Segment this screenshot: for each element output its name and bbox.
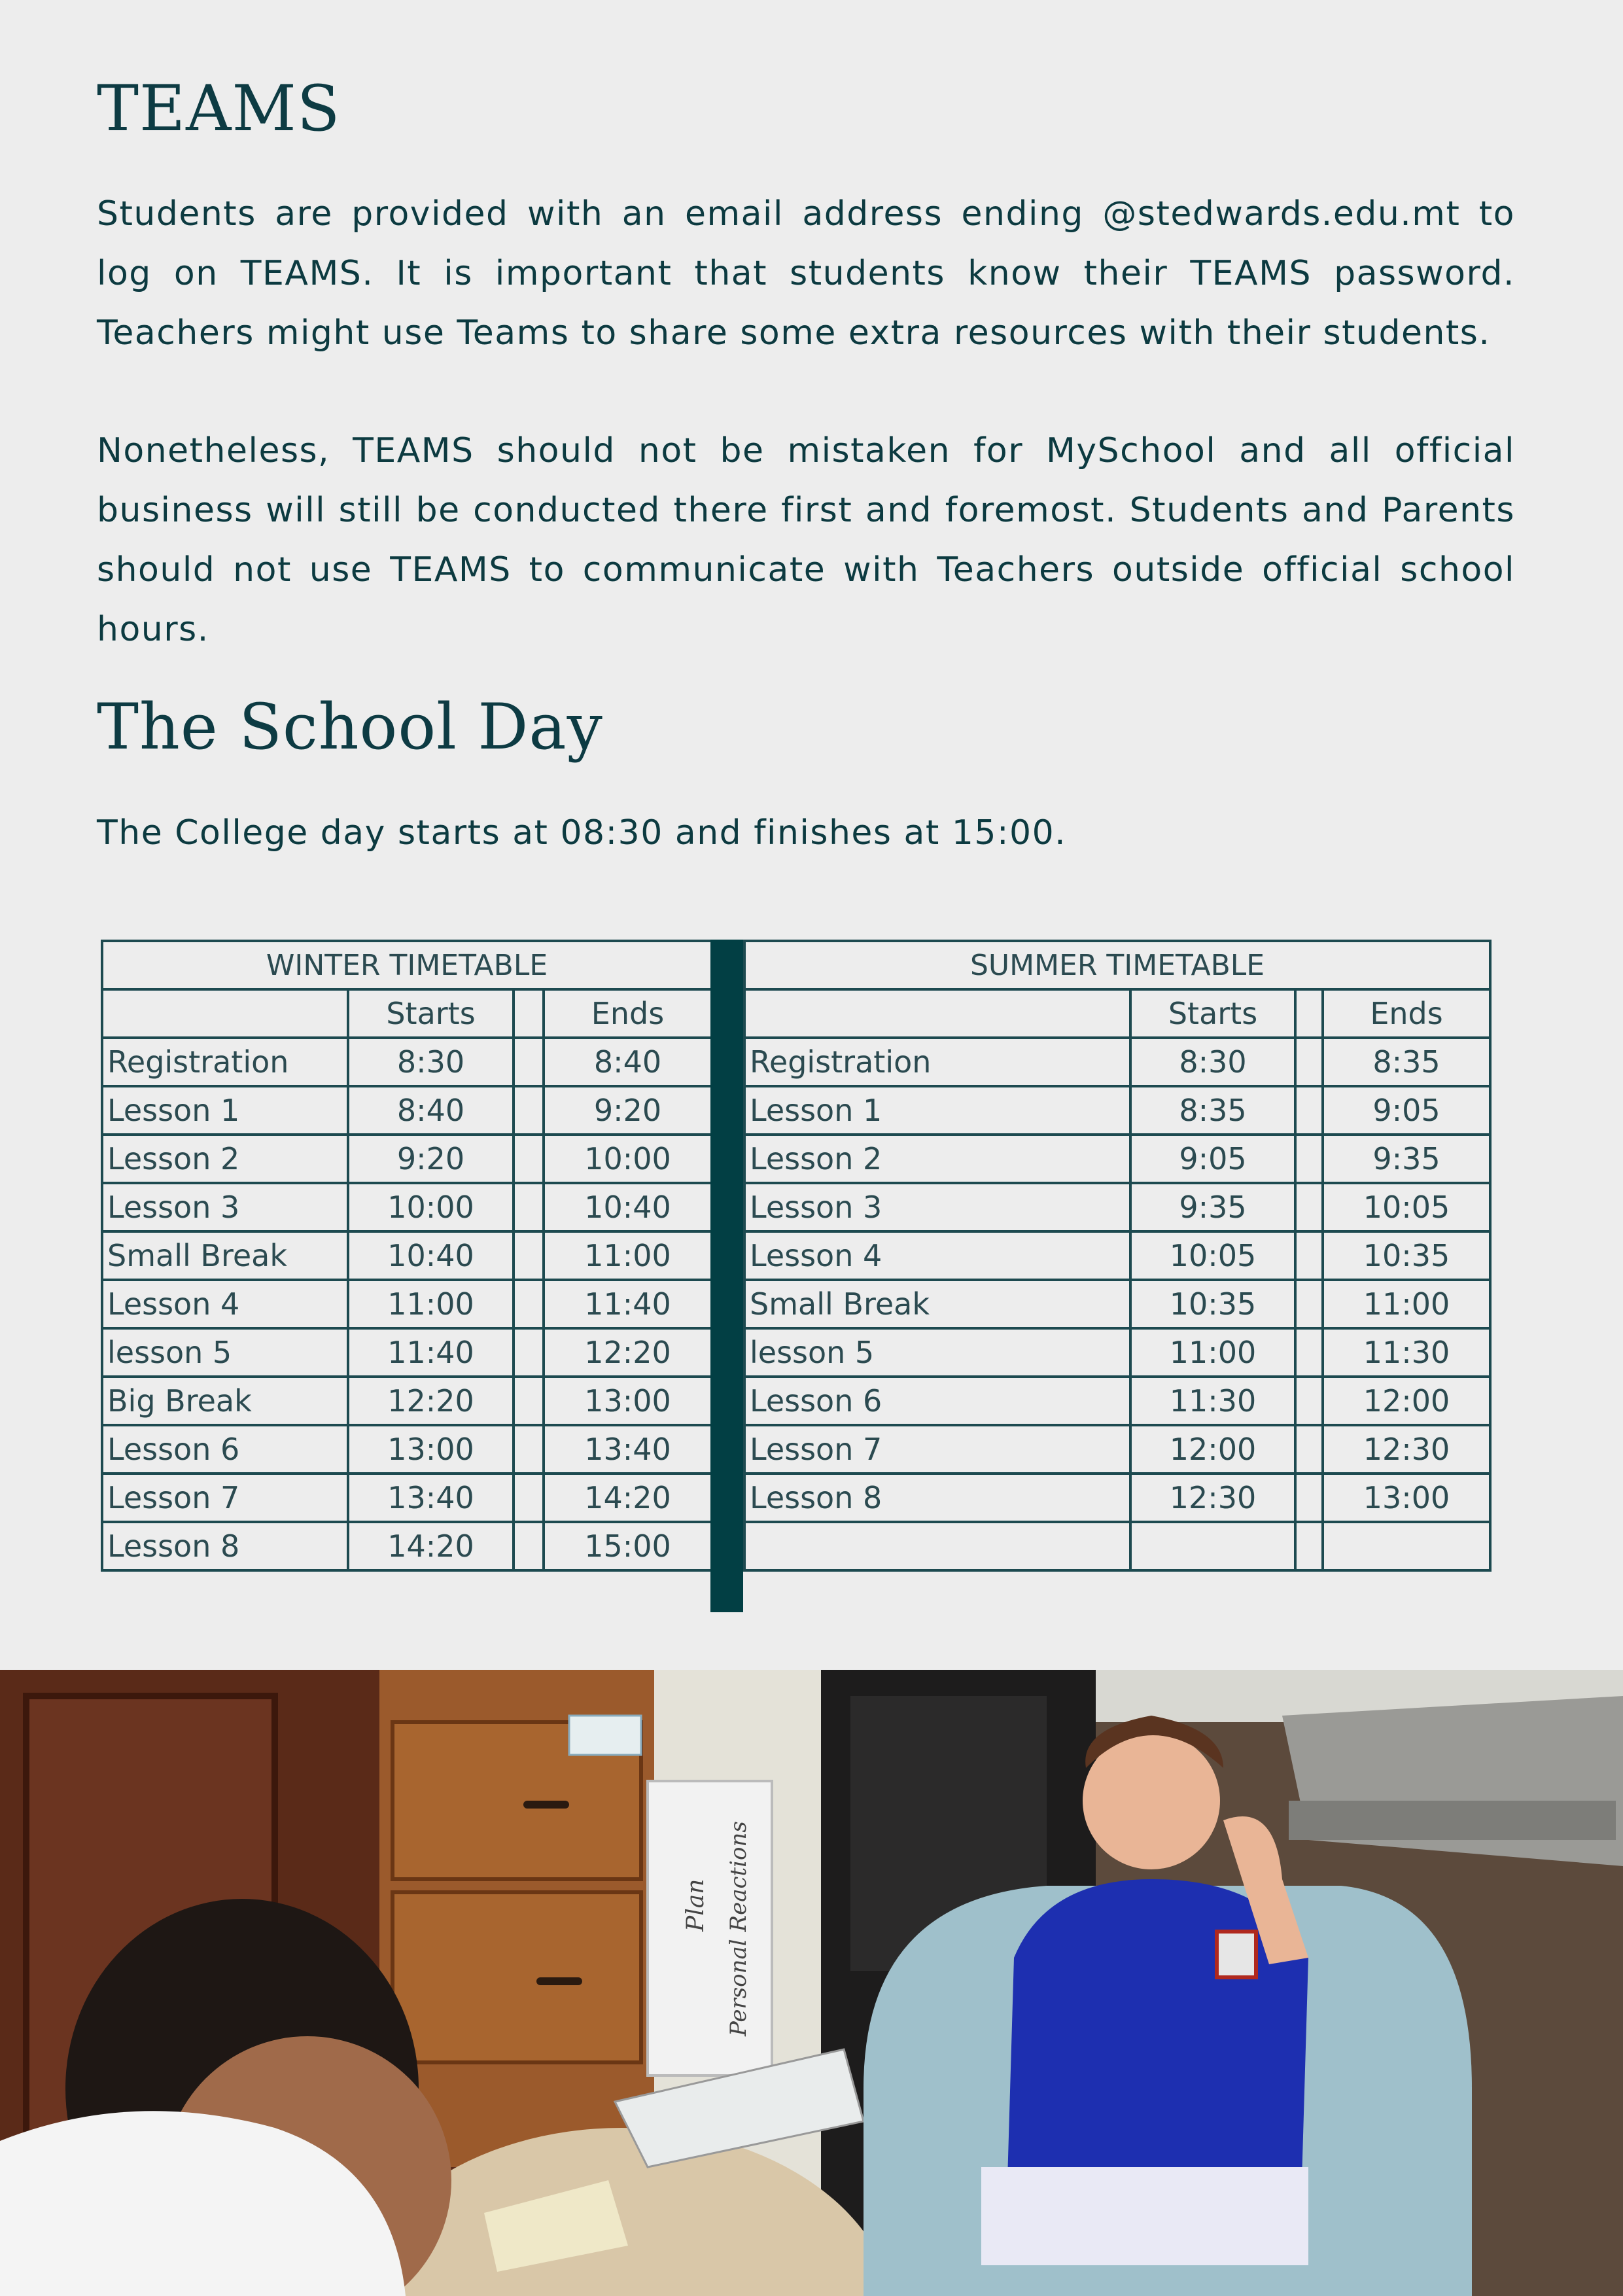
winter-start-time: 13:00 xyxy=(348,1425,514,1474)
desk xyxy=(1282,1696,1623,1866)
winter-end-time: 9:20 xyxy=(544,1086,712,1135)
winter-period-name: Registration xyxy=(102,1038,348,1086)
winter-period-name: Lesson 3 xyxy=(102,1183,348,1231)
winter-spacer-cell xyxy=(514,1086,544,1135)
winter-spacer-cell xyxy=(514,1474,544,1522)
summer-spacer-cell xyxy=(1295,1135,1323,1183)
summer-period-name: Lesson 2 xyxy=(744,1135,1130,1183)
summer-period-name: Small Break xyxy=(744,1280,1130,1328)
summer-period-name xyxy=(744,1522,1130,1570)
summer-row xyxy=(744,1135,1490,1183)
winter-row xyxy=(102,1086,712,1135)
poster-text-reactions: Personal Reactions xyxy=(725,1821,752,2036)
winter-end-time: 14:20 xyxy=(544,1474,712,1522)
winter-row xyxy=(102,1280,712,1328)
winter-period-name: Lesson 8 xyxy=(102,1522,348,1570)
summer-end-time: 9:35 xyxy=(1323,1135,1490,1183)
winter-period-name: Big Break xyxy=(102,1377,348,1425)
summer-spacer-cell xyxy=(1295,1086,1323,1135)
students-photo xyxy=(0,1670,1623,2296)
summer-end-time: 8:35 xyxy=(1323,1038,1490,1086)
winter-spacer-header xyxy=(514,989,544,1038)
winter-row xyxy=(102,1377,712,1425)
winter-end-time: 13:00 xyxy=(544,1377,712,1425)
winter-spacer-cell xyxy=(514,1135,544,1183)
winter-start-time: 11:00 xyxy=(348,1280,514,1328)
teams-paragraph-2: Nonetheless, TEAMS should not be mistaken for MySchool and all official business will still be conducted there first and foremost. Students and Parents should not use TEAMS to communicate with Teachers outside official school hours. xyxy=(97,431,1515,649)
winter-start-time: 10:00 xyxy=(348,1183,514,1231)
summer-spacer-cell xyxy=(1295,1522,1323,1570)
summer-period-name: Lesson 6 xyxy=(744,1377,1130,1425)
winter-period-name: Lesson 1 xyxy=(102,1086,348,1135)
winter-row xyxy=(102,1328,712,1377)
winter-header-blank xyxy=(102,989,348,1038)
poster-text-plan: Plan xyxy=(682,1879,709,1932)
summer-spacer-header xyxy=(1295,989,1323,1038)
winter-period-name: Lesson 7 xyxy=(102,1474,348,1522)
teams-paragraph-1: Students are provided with an email address ending @stedwards.edu.mt to log on TEAMS. It is important that students know their TEAMS password. Teachers might use Teams to share some extra resources with their students. xyxy=(97,194,1515,353)
winter-period-name: Lesson 4 xyxy=(102,1280,348,1328)
winter-spacer-cell xyxy=(514,1231,544,1280)
winter-start-time: 14:20 xyxy=(348,1522,514,1570)
winter-end-time: 13:40 xyxy=(544,1425,712,1474)
summer-end-time: 9:05 xyxy=(1323,1086,1490,1135)
summer-start-time: 11:30 xyxy=(1130,1377,1295,1425)
winter-end-time: 8:40 xyxy=(544,1038,712,1086)
winter-start-time: 8:30 xyxy=(348,1038,514,1086)
summer-start-time: 9:05 xyxy=(1130,1135,1295,1183)
winter-row xyxy=(102,1522,712,1570)
summer-spacer-cell xyxy=(1295,1231,1323,1280)
winter-period-name: Lesson 6 xyxy=(102,1425,348,1474)
winter-row xyxy=(102,1474,712,1522)
teams-heading: TEAMS xyxy=(97,72,341,145)
summer-start-time: 11:00 xyxy=(1130,1328,1295,1377)
summer-end-time: 10:05 xyxy=(1323,1183,1490,1231)
summer-spacer-cell xyxy=(1295,1425,1323,1474)
winter-row xyxy=(102,1231,712,1280)
winter-period-name: Lesson 2 xyxy=(102,1135,348,1183)
winter-end-time: 11:00 xyxy=(544,1231,712,1280)
summer-start-time: 10:35 xyxy=(1130,1280,1295,1328)
winter-ends-header: Ends xyxy=(544,989,712,1038)
summer-row xyxy=(744,1280,1490,1328)
summer-row xyxy=(744,1425,1490,1474)
summer-period-name: Lesson 3 xyxy=(744,1183,1130,1231)
summer-start-time: 10:05 xyxy=(1130,1231,1295,1280)
timetable-divider xyxy=(710,940,743,1612)
summer-row xyxy=(744,1328,1490,1377)
summer-period-name: Lesson 7 xyxy=(744,1425,1130,1474)
summer-end-time: 11:00 xyxy=(1323,1280,1490,1328)
summer-start-time: 8:30 xyxy=(1130,1038,1295,1086)
summer-period-name: Lesson 8 xyxy=(744,1474,1130,1522)
winter-start-time: 11:40 xyxy=(348,1328,514,1377)
winter-start-time: 9:20 xyxy=(348,1135,514,1183)
summer-end-time xyxy=(1323,1522,1490,1570)
winter-spacer-cell xyxy=(514,1328,544,1377)
winter-end-time: 10:00 xyxy=(544,1135,712,1183)
summer-end-time: 12:30 xyxy=(1323,1425,1490,1474)
summer-start-time: 12:00 xyxy=(1130,1425,1295,1474)
winter-end-time: 11:40 xyxy=(544,1280,712,1328)
winter-start-time: 8:40 xyxy=(348,1086,514,1135)
winter-period-name: lesson 5 xyxy=(102,1328,348,1377)
summer-period-name: Lesson 4 xyxy=(744,1231,1130,1280)
school-day-intro: The College day starts at 08:30 and finishes at 15:00. xyxy=(97,813,1067,853)
winter-period-name: Small Break xyxy=(102,1231,348,1280)
summer-spacer-cell xyxy=(1295,1328,1323,1377)
winter-spacer-cell xyxy=(514,1038,544,1086)
winter-row xyxy=(102,1425,712,1474)
winter-start-time: 12:20 xyxy=(348,1377,514,1425)
summer-title: SUMMER TIMETABLE xyxy=(744,941,1490,989)
school-crest xyxy=(1217,1932,1256,1977)
summer-row xyxy=(744,1522,1490,1570)
summer-spacer-cell xyxy=(1295,1280,1323,1328)
summer-row xyxy=(744,1474,1490,1522)
winter-row xyxy=(102,1183,712,1231)
summer-spacer-cell xyxy=(1295,1377,1323,1425)
summer-start-time xyxy=(1130,1522,1295,1570)
winter-title: WINTER TIMETABLE xyxy=(102,941,712,989)
winter-spacer-cell xyxy=(514,1377,544,1425)
summer-row xyxy=(744,1377,1490,1425)
winter-row xyxy=(102,1038,712,1086)
summer-spacer-cell xyxy=(1295,1183,1323,1231)
summer-start-time: 8:35 xyxy=(1130,1086,1295,1135)
summer-timetable xyxy=(743,940,1489,1572)
summer-ends-header: Ends xyxy=(1323,989,1490,1038)
summer-end-time: 11:30 xyxy=(1323,1328,1490,1377)
winter-end-time: 10:40 xyxy=(544,1183,712,1231)
summer-end-time: 13:00 xyxy=(1323,1474,1490,1522)
winter-timetable xyxy=(101,940,710,1572)
summer-starts-header: Starts xyxy=(1130,989,1295,1038)
summer-start-time: 12:30 xyxy=(1130,1474,1295,1522)
summer-end-time: 10:35 xyxy=(1323,1231,1490,1280)
summer-spacer-cell xyxy=(1295,1474,1323,1522)
summer-row xyxy=(744,1231,1490,1280)
summer-start-time: 9:35 xyxy=(1130,1183,1295,1231)
winter-spacer-cell xyxy=(514,1280,544,1328)
winter-row xyxy=(102,1135,712,1183)
poster-board xyxy=(648,1781,772,2075)
winter-end-time: 12:20 xyxy=(544,1328,712,1377)
summer-period-name: lesson 5 xyxy=(744,1328,1130,1377)
summer-row xyxy=(744,1038,1490,1086)
school-day-heading: The School Day xyxy=(97,690,603,764)
winter-spacer-cell xyxy=(514,1425,544,1474)
summer-header-blank xyxy=(744,989,1130,1038)
winter-spacer-cell xyxy=(514,1183,544,1231)
summer-row xyxy=(744,1086,1490,1135)
winter-end-time: 15:00 xyxy=(544,1522,712,1570)
winter-starts-header: Starts xyxy=(348,989,514,1038)
winter-spacer-cell xyxy=(514,1522,544,1570)
summer-period-name: Lesson 1 xyxy=(744,1086,1130,1135)
summer-spacer-cell xyxy=(1295,1038,1323,1086)
summer-period-name: Registration xyxy=(744,1038,1130,1086)
summer-row xyxy=(744,1183,1490,1231)
summer-end-time: 12:00 xyxy=(1323,1377,1490,1425)
winter-start-time: 13:40 xyxy=(348,1474,514,1522)
winter-start-time: 10:40 xyxy=(348,1231,514,1280)
